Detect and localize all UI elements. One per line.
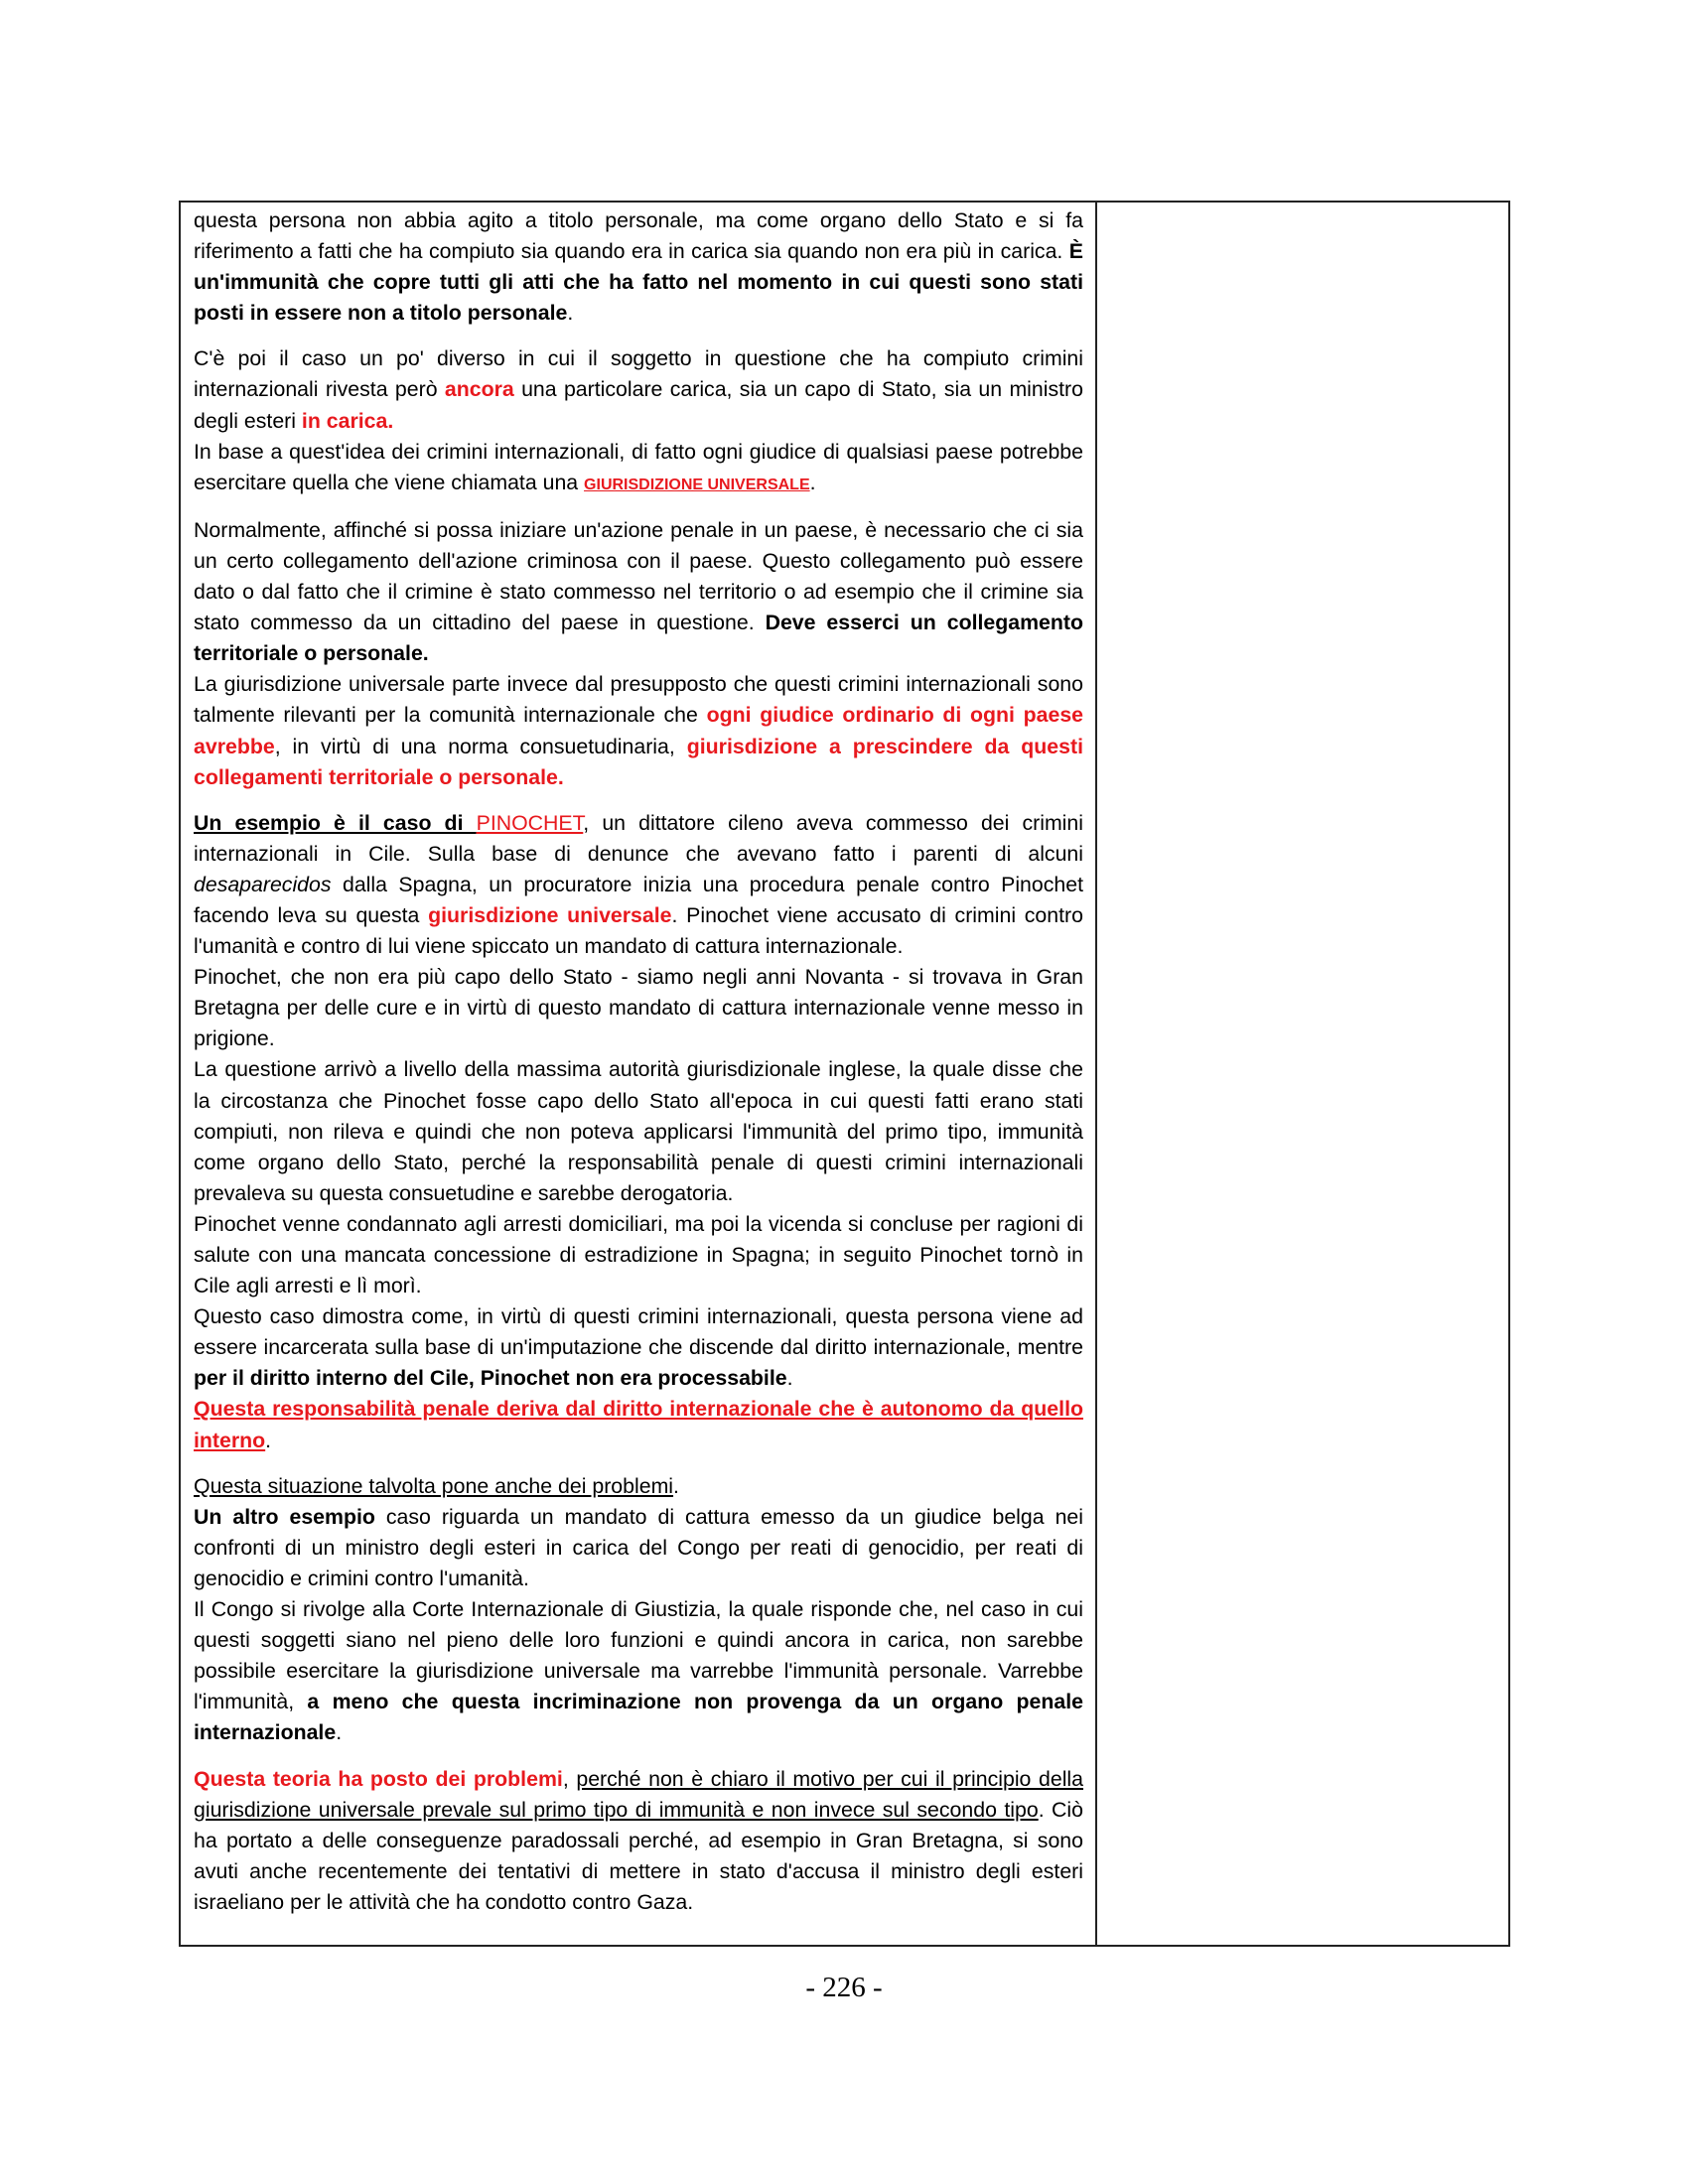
text-span: C'è poi il caso un po' diverso in cui il soggetto in questione che ha compiuto crimini internazionali rivesta però — [194, 346, 1083, 402]
underlined-text: Questa situazione talvolta pone anche dei problemi — [194, 1473, 674, 1498]
bold-text: È un'immunità che copre tutti gli atti che ha fatto nel momento in cui questi sono stati posti in essere non a titolo personale — [194, 239, 1083, 326]
red-text: ogni giudice ordinario di ogni paese avrebbe — [194, 703, 1084, 758]
paragraph-territorial-link — [194, 515, 1083, 793]
text-span: , in virtù di una norma consuetudinaria, — [274, 734, 687, 758]
text-span: Pinochet venne condannato agli arresti domiciliari, ma poi la vicenda si concluse per ragioni di salute con una mancata concessione di estradizione in Spagna; in seguito Pinochet tornò in Cile agli arresti e lì morì. — [194, 1211, 1083, 1298]
bold-underlined-text: Un esempio è il caso di — [194, 810, 477, 835]
text-span: dalla Spagna, un procuratore inizia una procedura penale contro Pinochet facendo leva su questa — [194, 872, 1083, 927]
text-span: Questo caso dimostra come, in virtù di questi crimini internazionali, questa persona viene ad essere incarcerata sulla base di un'imputazione che discende dal diritto internazionale, mentre — [194, 1304, 1083, 1360]
text-span: Il Congo si rivolge alla Corte Internazionale di Giustizia, la quale risponde che, nel caso in cui questi soggetti siano nel pieno delle loro funzioni e quindi ancora in carica, non sarebbe possibile esercitare la giurisdizione universale ma varrebbe l'immunità personale. Varrebbe l'immunità, — [194, 1597, 1083, 1714]
paragraph-universal-jurisdiction-intro — [194, 343, 1083, 499]
text-span: caso riguarda un mandato di cattura emesso da un giudice belga nei confronti di un ministro degli esteri in carica del Congo per reati di genocidio, per reati di genocidio e crimini contro l'umanità. — [194, 1504, 1083, 1590]
text-span: In base a quest'idea dei crimini internazionali, di fatto ogni giudice di qualsiasi paese potrebbe esercitare quella che viene chiamata una — [194, 439, 1083, 494]
text-span: . — [265, 1428, 272, 1452]
underlined-text: perché non è chiaro il motivo per cui il principio della giurisdizione universale prevale sul primo tipo di immunità e non invece sul secondo tipo — [194, 1766, 1084, 1822]
paragraph-pinochet-case — [194, 808, 1083, 1456]
bold-text: a meno che questa incriminazione non provenga da un organo penale internazionale — [194, 1690, 1083, 1745]
text-span: La questione arrivò a livello della massima autorità giurisdizionale inglese, la quale disse che la circostanza che Pinochet fosse capo dello Stato all'epoca in cui questi fatti erano stati compiuti, non rileva e quindi che non poteva applicarsi l'immunità del primo tipo, immunità come organo dello Stato, perché la responsabilità penale di questi crimini internazionali prevaleva su questa consuetudine e sarebbe derogatoria. — [194, 1057, 1083, 1205]
text-span: La giurisdizione universale parte invece dal presupposto che questi crimini internazionali sono talmente rilevanti per la comunità internazionale che — [194, 672, 1083, 728]
italic-text: desaparecidos — [194, 872, 332, 896]
red-text: ancora — [444, 377, 514, 402]
text-span: . — [809, 470, 816, 494]
notes-column-empty — [1097, 203, 1508, 1945]
text-span: . Ciò ha portato a delle conseguenze paradossali perché, ad esempio in Gran Bretagna, si sono avuti anche recentemente dei tentativi di mettere in stato d'accusa il ministro degli esteri israeliano per le attività che ha condotto contro Gaza. — [194, 1797, 1083, 1914]
text-column — [181, 203, 1097, 1945]
paragraph-immunity-functional — [194, 205, 1083, 329]
text-span: , un dittatore cileno aveva commesso dei crimini internazionali in Cile. Sulla base di denunce che avevano fatto i parenti di alcuni — [194, 810, 1083, 866]
text-span: , — [562, 1766, 577, 1791]
red-text: Questa teoria ha posto dei problemi — [194, 1766, 563, 1791]
text-span: questa persona non abbia agito a titolo personale, ma come organo dello Stato e si fa riferimento a fatti che ha compiuto sia quando era in carica sia quando non era più in carica. — [194, 208, 1083, 264]
red-text: in carica. — [301, 408, 394, 433]
red-underlined-text: Questa responsabilità penale deriva dal diritto internazionale che è autonomo da quello interno — [194, 1397, 1083, 1452]
page-number: - 226 - — [805, 1972, 883, 2003]
paragraph-theory-problems — [194, 1764, 1083, 1918]
text-span: . — [786, 1366, 793, 1391]
text-span: Pinochet, che non era più capo dello Stato - siamo negli anni Novanta - si trovava in Gran Bretagna per delle cure e in virtù di questo mandato di cattura internazionale venne messo in prigione. — [194, 965, 1083, 1051]
text-span: . Pinochet viene accusato di crimini contro l'umanità e contro di lui viene spiccato un mandato di cattura internazionale. — [194, 902, 1083, 959]
text-span: una particolare carica, sia un capo di Stato, sia un ministro degli esteri — [194, 377, 1083, 433]
bold-text: per il diritto interno del Cile, Pinochet non era processabile — [194, 1366, 787, 1391]
red-text: giurisdizione a prescindere da questi collegamenti territoriale o personale. — [194, 734, 1083, 789]
bold-text: Deve esserci un collegamento territoriale o personale. — [194, 611, 1084, 666]
bold-text: Un altro esempio — [194, 1504, 375, 1529]
text-span: . — [567, 301, 574, 326]
text-span: . — [673, 1473, 679, 1498]
red-underlined-text: GIURISDIZIONE UNIVERSALE — [584, 476, 810, 493]
text-span: . — [336, 1720, 343, 1745]
text-span: Normalmente, affinché si possa iniziare un'azione penale in un paese, è necessario che ci sia un certo collegamento dell'azione criminosa con il paese. Questo collegamento può essere dato o dal fatto che il crimine è stato commesso nel territorio o ad esempio che il crimine sia stato commesso da un cittadino del paese in questione. — [194, 517, 1083, 635]
red-underlined-text: PINOCHET — [476, 810, 584, 835]
red-text: giurisdizione universale — [428, 902, 672, 927]
notes-table — [179, 201, 1510, 1947]
paragraph-congo-case — [194, 1471, 1083, 1749]
